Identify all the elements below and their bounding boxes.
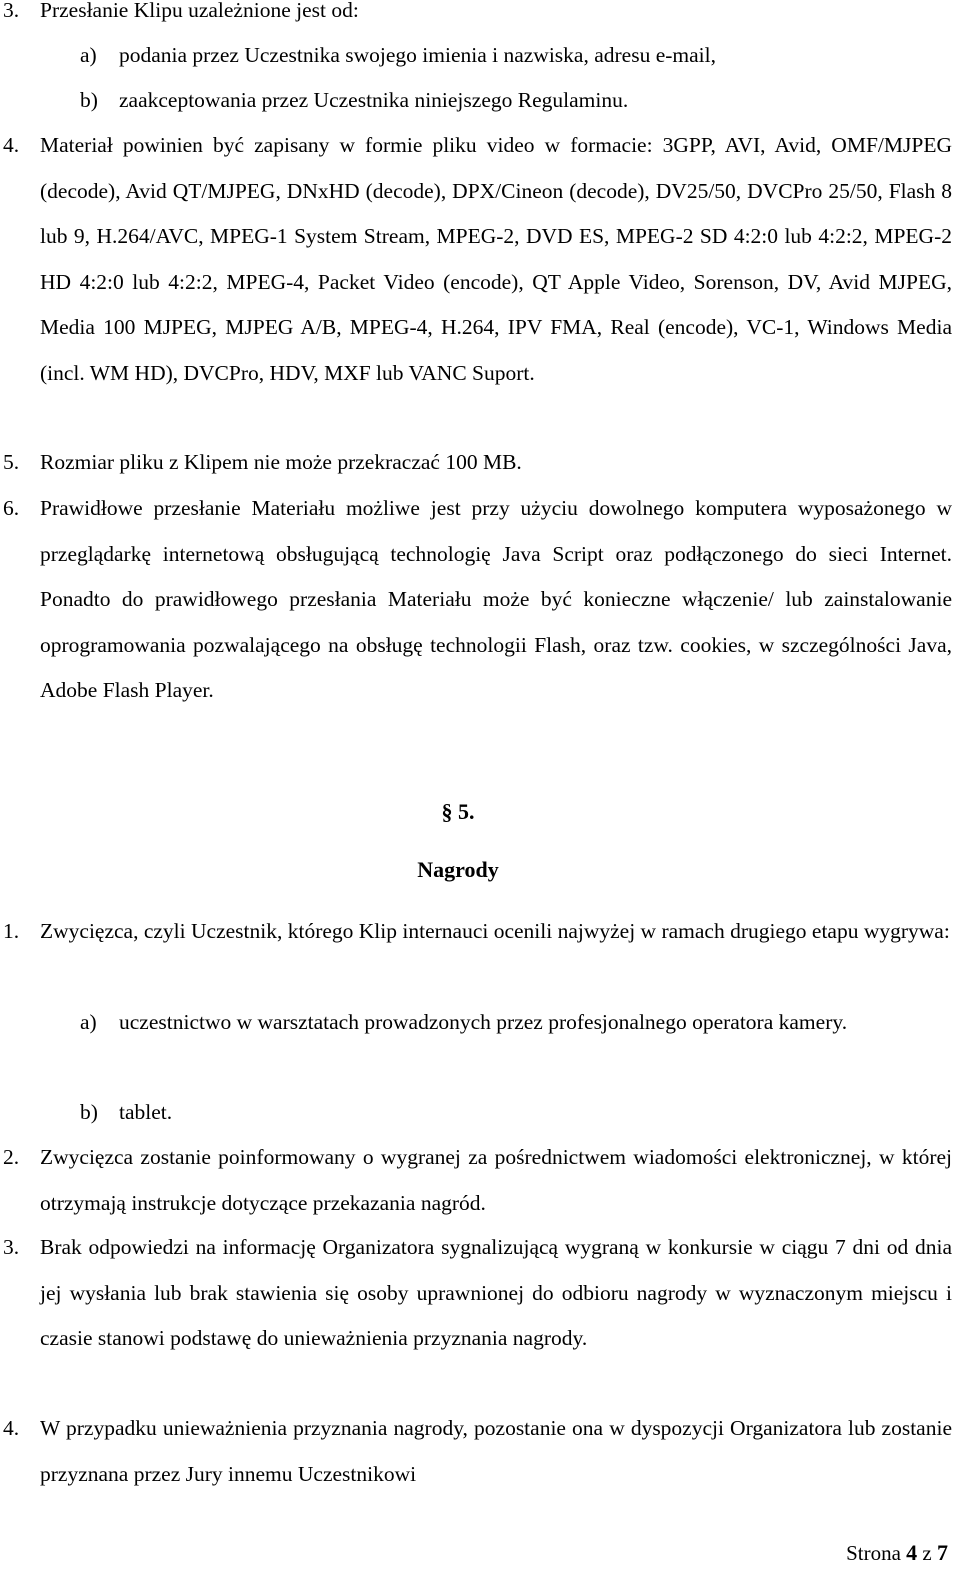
list-item-5	[0, 440, 952, 486]
sub-item-3b	[78, 78, 952, 124]
list-number: 5.	[3, 450, 20, 474]
sub-letter: b)	[80, 1100, 98, 1124]
sub-item-3a	[78, 33, 952, 79]
prize-sub-a	[78, 1000, 952, 1046]
list-text: Materiał powinien być zapisany w formie pliku video w formacie: 3GPP, AVI, Avid, OMF/MJPEG (decode), Avid QT/MJPEG, DNxHD (decode), DPX/Cineon (decode), DV25/50, DVCPro 25/50, Flash 8 lub 9, H.264/AVC, MPEG-1 System Stream, MPEG-2, DVD ES, MPEG-2 SD 4:2:0 lub 4:2:2, MPEG-2 HD 4:2:0 lub 4:2:2, MPEG-4, Packet Video (encode), QT Apple Video, Sorenson, DV, Avid MJPEG, Media 100 MJPEG, MJPEG A/B, MPEG-4, H.264, IPV FMA, Real (encode), VC-1, Windows Media (incl. WM HD), DVCPro, HDV, MXF lub VANC Suport.	[40, 133, 952, 385]
list-number: 6.	[3, 496, 20, 520]
sub-text: uczestnictwo w warsztatach prowadzonych przez profesjonalnego operatora kamery.	[119, 1010, 848, 1034]
list-text: Zwycięzca, czyli Uczestnik, którego Klip internauci ocenili najwyżej w ramach drugiego etapu wygrywa:	[40, 919, 950, 943]
list-item-3	[0, 0, 952, 34]
list-item-4	[0, 123, 952, 396]
sub-letter: b)	[80, 88, 98, 112]
list-text: Zwycięzca zostanie poinformowany o wygranej za pośrednictwem wiadomości elektronicznej, w której otrzymają instrukcje dotyczące przekazania nagród.	[40, 1145, 952, 1215]
prize-sub-b	[78, 1090, 952, 1136]
sub-text: zaakceptowania przez Uczestnika niniejszego Regulaminu.	[119, 88, 629, 112]
list-text: Przesłanie Klipu uzależnione jest od:	[40, 0, 359, 22]
section-number: § 5.	[441, 799, 475, 824]
prize-item-4	[0, 1406, 952, 1497]
list-text: Brak odpowiedzi na informację Organizatora sygnalizującą wygraną w konkursie w ciągu 7 dni od dnia jej wysłania lub brak stawienia się osoby uprawnionej do odbioru nagrody w wyznaczonym miejscu i czasie stanowi podstawę do unieważnienia przyznania nagrody.	[40, 1235, 952, 1350]
list-text: Rozmiar pliku z Klipem nie może przekraczać 100 MB.	[40, 450, 522, 474]
footer-page-number: 4	[906, 1540, 918, 1565]
prize-item-1	[0, 909, 952, 955]
sub-letter: a)	[80, 43, 97, 67]
list-text: W przypadku unieważnienia przyznania nagrody, pozostanie ona w dyspozycji Organizatora lub zostanie przyznana przez Jury innemu Uczestnikowi	[40, 1416, 952, 1486]
footer-of: z	[922, 1541, 932, 1565]
sub-letter: a)	[80, 1010, 97, 1034]
prize-item-2	[0, 1135, 952, 1226]
sub-text: tablet.	[119, 1100, 173, 1124]
list-number: 4.	[3, 1416, 20, 1440]
footer-label: Strona	[846, 1541, 901, 1565]
list-text: Prawidłowe przesłanie Materiału możliwe jest przy użyciu dowolnego komputera wyposażonego w przeglądarkę internetową obsługującą technologię Java Script oraz podłączonego do sieci Internet. Ponadto do prawidłowego przesłania Materiału może być konieczne włączenie/ lub zainstalowanie oprogramowania pozwalającego na obsługę technologii Flash, oraz tzw. cookies, w szczególności Java, Adobe Flash Player.	[40, 496, 952, 702]
list-number: 3.	[3, 1235, 20, 1259]
list-number: 2.	[3, 1145, 20, 1169]
list-number: 1.	[3, 919, 20, 943]
list-number: 4.	[3, 133, 20, 157]
prize-item-3	[0, 1225, 952, 1362]
list-number: 3.	[3, 0, 20, 22]
sub-text: podania przez Uczestnika swojego imienia i nazwiska, adresu e-mail,	[119, 43, 716, 67]
list-item-6	[0, 486, 952, 714]
section-title: Nagrody	[417, 857, 499, 882]
page-footer	[846, 1540, 948, 1566]
footer-total-pages: 7	[937, 1540, 948, 1565]
